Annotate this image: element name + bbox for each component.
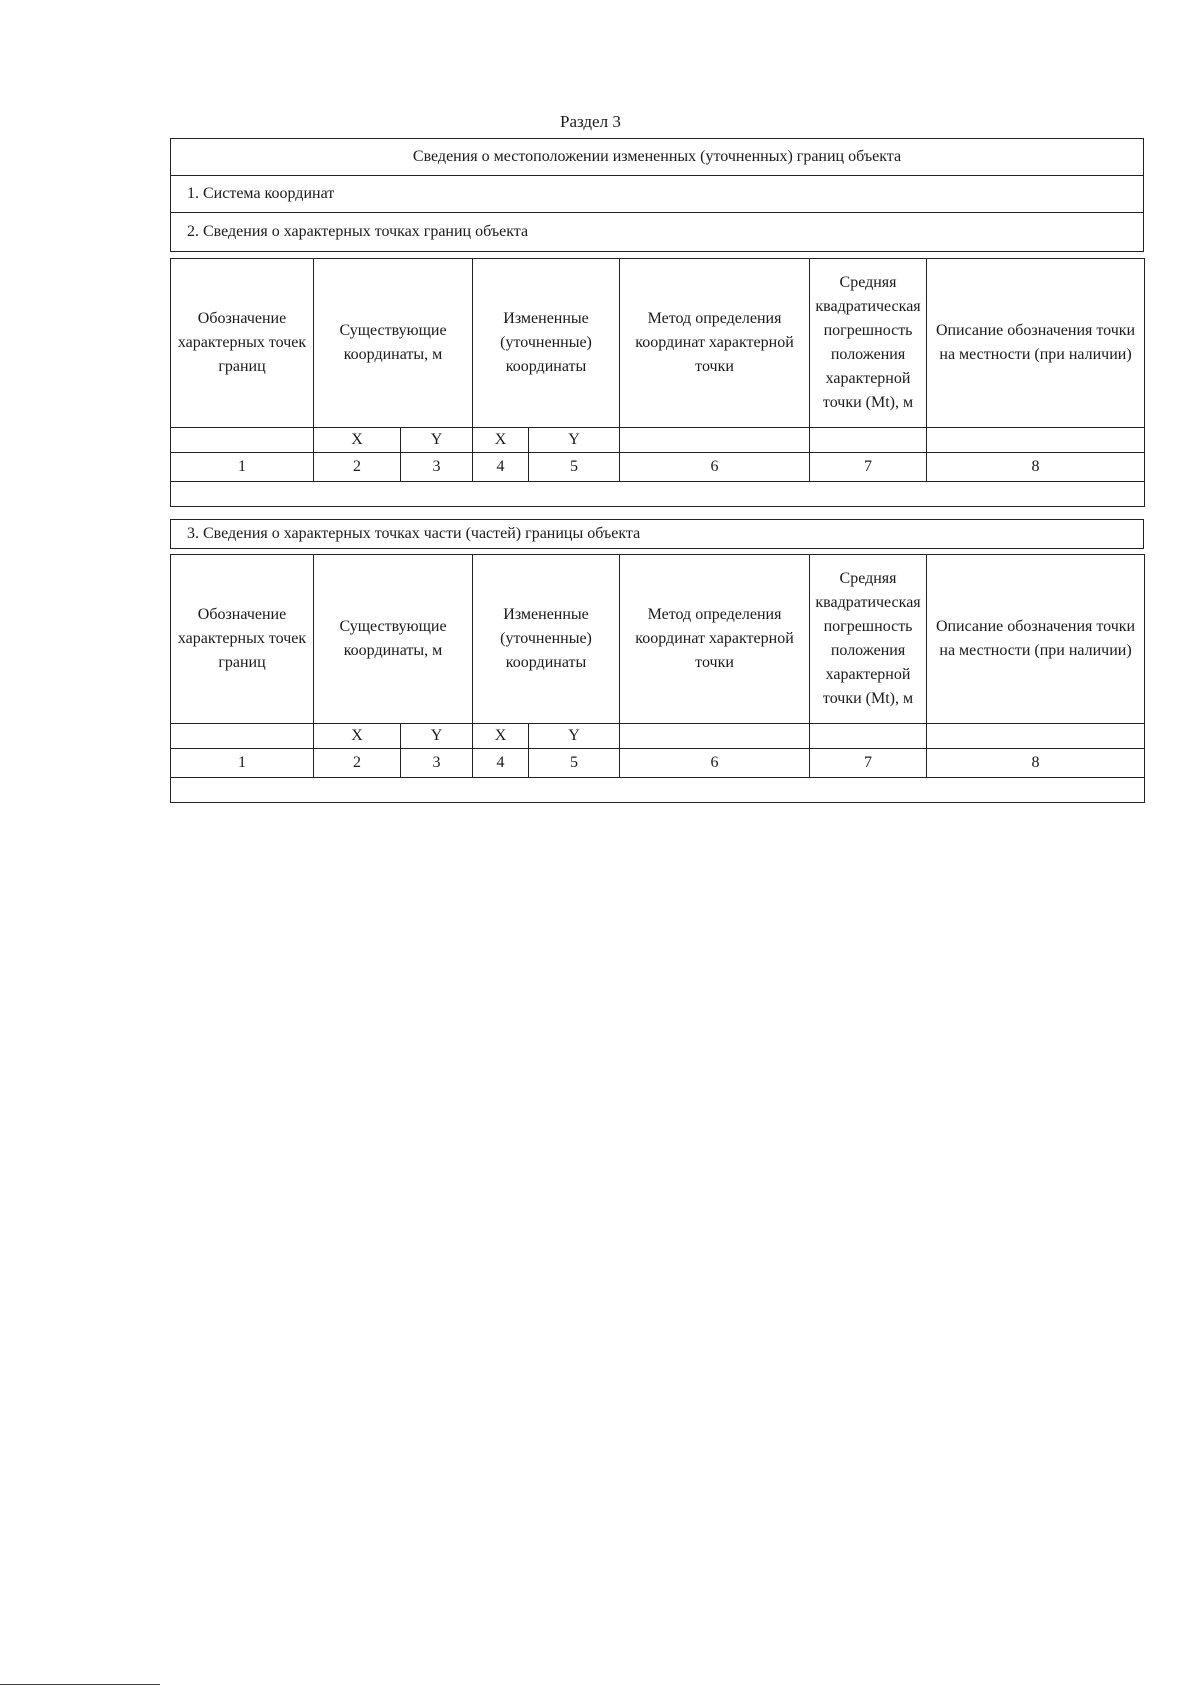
part-points-item: 3. Сведения о характерных точках части (частей) границы объекта: [187, 525, 641, 542]
column-number: 2: [314, 749, 401, 778]
coordinate-system-item: 1. Система координат: [171, 176, 1143, 213]
x-label: X: [314, 428, 401, 453]
x-label: X: [473, 428, 529, 453]
column-number: 8: [927, 749, 1145, 778]
col-error-header: Средняя квадратическая погрешность положения характерной точки (Mt), м: [810, 259, 927, 428]
part-points-table: [170, 554, 1145, 803]
column-number: 3: [401, 749, 473, 778]
column-number: 6: [620, 749, 810, 778]
column-number: 3: [401, 453, 473, 482]
col-changed-coords-header: Измененные (уточненные) координаты: [473, 259, 620, 428]
column-number: 1: [171, 453, 314, 482]
xy-empty-cell: [810, 724, 927, 749]
part-points-box: [170, 519, 1144, 549]
col-method-header: Метод определения координат характерной точки: [620, 555, 810, 724]
col-description-header: Описание обозначения точки на местности (при наличии): [927, 259, 1145, 428]
section-header-box: [170, 138, 1144, 252]
col-point-designation-header: Обозначение характерных точек границ: [171, 555, 314, 724]
col-existing-coords-header: Существующие координаты, м: [314, 555, 473, 724]
boundary-points-table: [170, 258, 1145, 507]
section-label: Раздел 3: [560, 112, 621, 131]
col-description-header: Описание обозначения точки на местности (при наличии): [927, 555, 1145, 724]
y-label: Y: [401, 428, 473, 453]
y-label: Y: [401, 724, 473, 749]
boundary-points-item: 2. Сведения о характерных точках границ объекта: [187, 223, 529, 240]
column-number: 5: [529, 749, 620, 778]
x-label: X: [314, 724, 401, 749]
column-number: 7: [810, 749, 927, 778]
empty-data-row: [171, 778, 1145, 803]
column-number: 4: [473, 453, 529, 482]
main-title: Сведения о местоположении измененных (уточненных) границ объекта: [171, 139, 1143, 176]
xy-empty-cell: [171, 724, 314, 749]
column-number: 6: [620, 453, 810, 482]
column-number: 5: [529, 453, 620, 482]
col-method-header: Метод определения координат характерной точки: [620, 259, 810, 428]
col-changed-coords-header: Измененные (уточненные) координаты: [473, 555, 620, 724]
xy-empty-cell: [927, 724, 1145, 749]
column-number: 7: [810, 453, 927, 482]
xy-empty-cell: [620, 428, 810, 453]
footnote-rule: [0, 1684, 160, 1685]
xy-empty-cell: [171, 428, 314, 453]
col-point-designation-header: Обозначение характерных точек границ: [171, 259, 314, 428]
col-existing-coords-header: Существующие координаты, м: [314, 259, 473, 428]
column-number: 1: [171, 749, 314, 778]
column-number: 4: [473, 749, 529, 778]
x-label: X: [473, 724, 529, 749]
column-number: 2: [314, 453, 401, 482]
xy-empty-cell: [810, 428, 927, 453]
y-label: Y: [529, 724, 620, 749]
col-error-header: Средняя квадратическая погрешность положения характерной точки (Mt), м: [810, 555, 927, 724]
column-number: 8: [927, 453, 1145, 482]
xy-empty-cell: [620, 724, 810, 749]
xy-empty-cell: [927, 428, 1145, 453]
y-label: Y: [529, 428, 620, 453]
empty-data-row: [171, 482, 1145, 507]
